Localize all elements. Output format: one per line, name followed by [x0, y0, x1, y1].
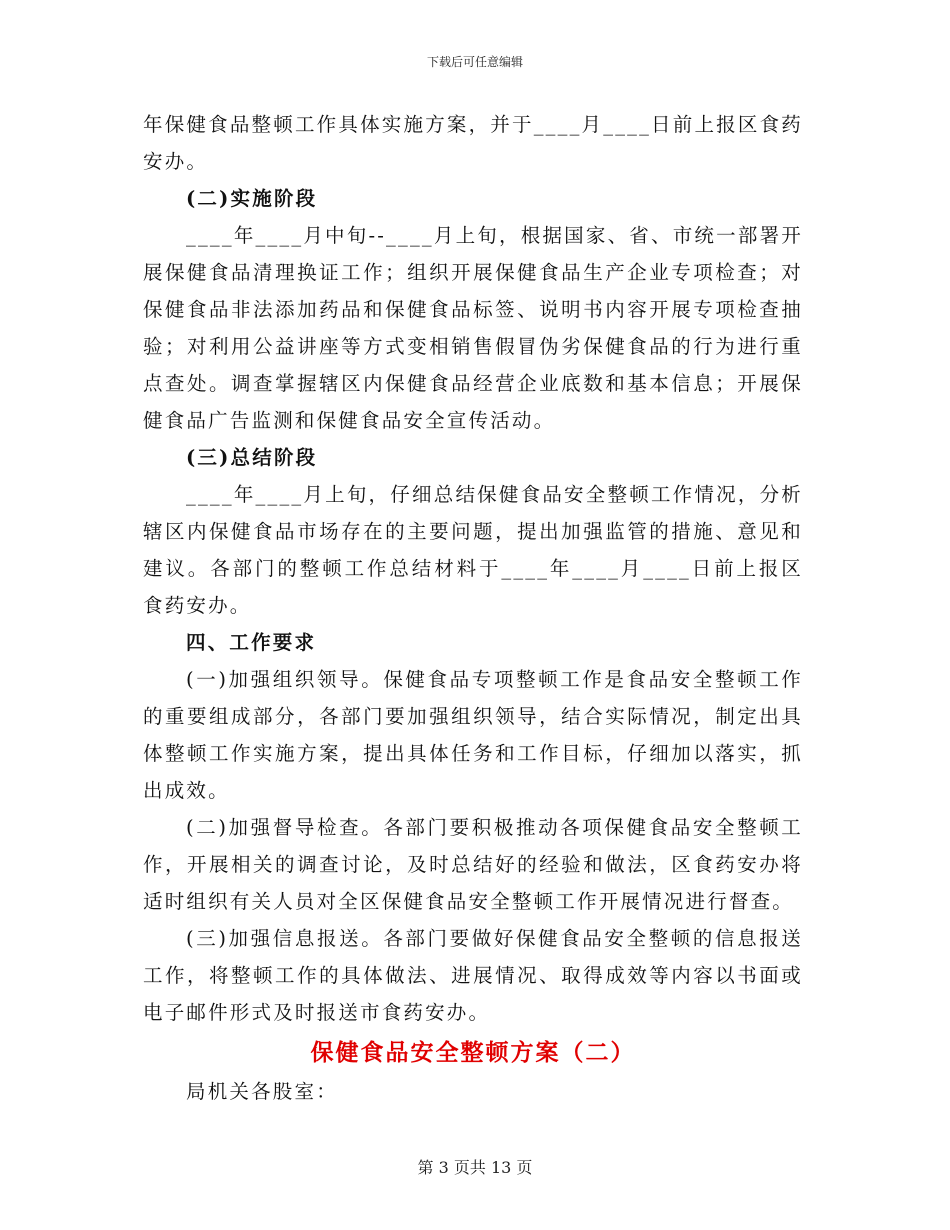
- paragraph-requirement-leadership: (一)加强组织领导。保健食品专项整顿工作是食品安全整顿工作的重要组成部分，各部门要加强组织领导，结合实际情况，制定出具体整顿工作实施方案，提出具体任务和工作目标，仔细加以落实，抓出成效。: [143, 668, 803, 802]
- page-footer: 第 3 页共 13 页: [417, 1158, 533, 1177]
- page-header: 下载后可任意编辑: [426, 55, 523, 69]
- section-title-plan-two: 保健食品安全整顿方案（二）: [310, 1039, 636, 1066]
- paragraph-requirement-supervision: (二)加强督导检查。各部门要积极推动各项保健食品安全整顿工作，开展相关的调查讨论，及时总结好的经验和做法，区食药安办将适时组织有关人员对全区保健食品安全整顿工作开展情况进行督查。: [143, 816, 803, 913]
- heading-implementation-stage: (二)实施阶段: [186, 187, 318, 210]
- heading-work-requirements: 四、工作要求: [186, 631, 317, 654]
- paragraph-summary: ____年____月上旬，仔细总结保健食品安全整顿工作情况，分析辖区内保健食品市场存在的主要问题，提出加强监管的措施、意见和建议。各部门的整顿工作总结材料于____年____月____日前上报区食药安办。: [143, 483, 803, 617]
- paragraph-requirement-reporting: (三)加强信息报送。各部门要做好保健食品安全整顿的信息报送工作，将整顿工作的具体做法、进展情况、取得成效等内容以书面或电子邮件形式及时报送市食药安办。: [143, 927, 803, 1024]
- paragraph-plan-submission: 年保健食品整顿工作具体实施方案，并于____月____日前上报区食药安办。: [143, 113, 803, 173]
- salutation: 局机关各股室：: [186, 1080, 338, 1103]
- paragraph-implementation: ____年____月中旬--____月上旬，根据国家、省、市统一部署开展保健食品清理换证工作；组织开展保健食品生产企业专项检查；对保健食品非法添加药品和保健食品标签、说明书内容开展专项检查抽验；对利用公益讲座等方式变相销售假冒伪劣保健食品的行为进行重点查处。调查掌握辖区内保健食品经营企业底数和基本信息；开展保健食品广告监测和保健食品安全宣传活动。: [143, 224, 803, 432]
- heading-summary-stage: (三)总结阶段: [186, 446, 318, 469]
- document-body: [143, 106, 803, 1110]
